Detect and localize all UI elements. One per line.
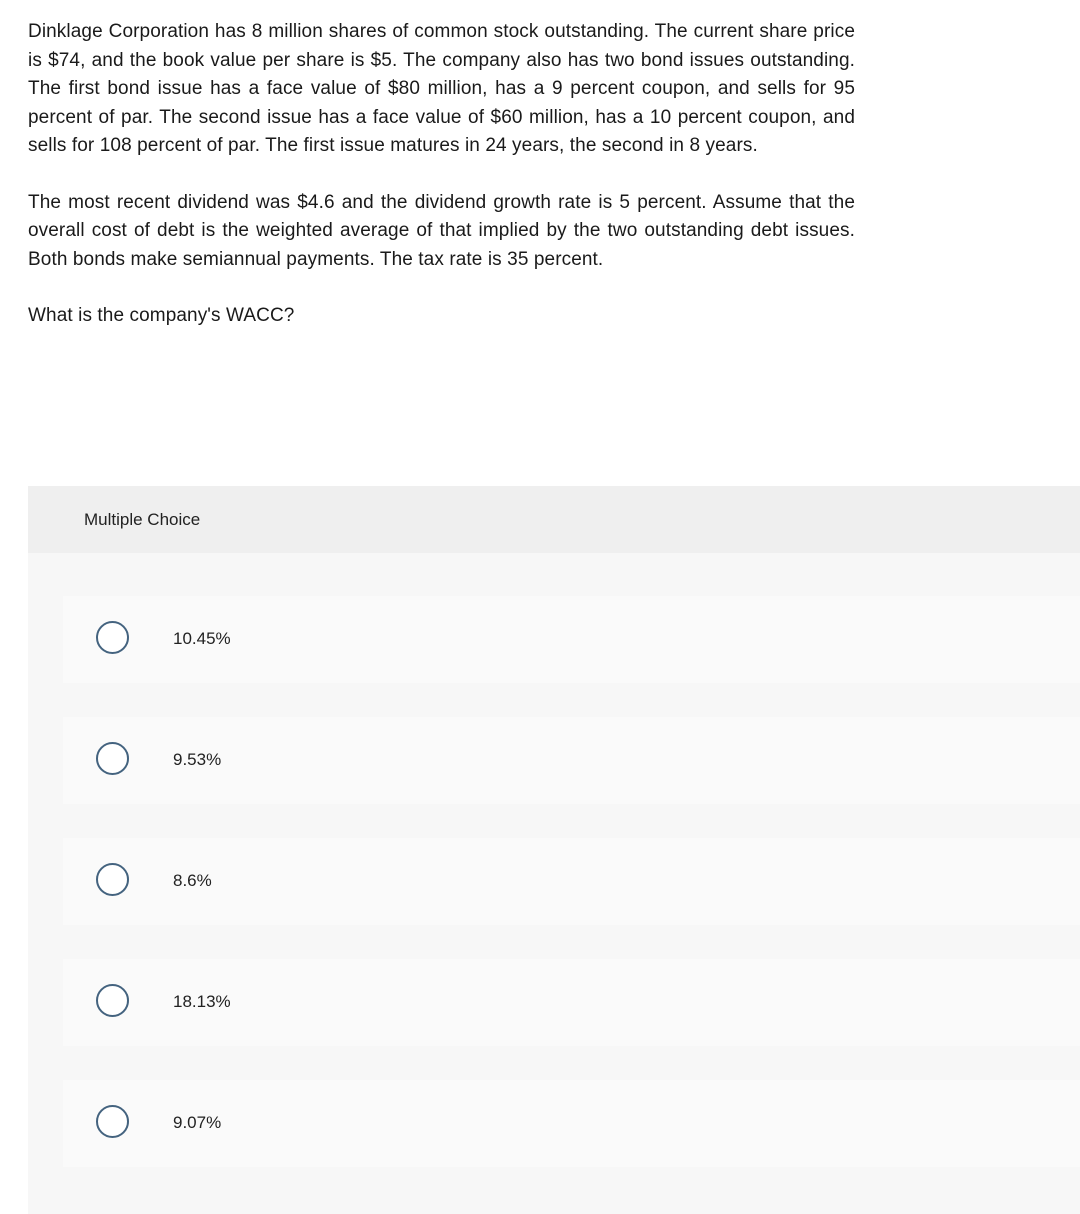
multiple-choice-header [28, 486, 1080, 553]
choice-label: 9.07% [173, 1113, 222, 1132]
choice-label: 9.53% [173, 750, 222, 769]
choice-option-4[interactable] [63, 959, 1080, 1046]
question-paragraph-1: Dinklage Corporation has 8 million shares of common stock outstanding. The current share price is $74, and the book value per share is $5. The company also has two bond issues outstanding. The first bond issue has a face value of $80 million, has a 9 percent coupon, and sells for 95 percent of par. The second issue has a face value of $60 million, has a 10 percent coupon, and sells for 108 percent of par. The first issue matures in 24 years, the second in 8 years. [28, 21, 855, 156]
radio-button-icon[interactable] [96, 863, 129, 896]
radio-button-icon[interactable] [96, 1105, 129, 1138]
choice-label: 10.45% [173, 629, 231, 648]
choice-option-3[interactable] [63, 838, 1080, 925]
radio-button-icon[interactable] [96, 742, 129, 775]
multiple-choice-panel [28, 486, 1080, 1214]
multiple-choice-title: Multiple Choice [84, 510, 201, 529]
question-text [28, 18, 855, 331]
choice-label: 8.6% [173, 871, 212, 890]
choice-label: 18.13% [173, 992, 231, 1011]
question-paragraph-2: The most recent dividend was $4.6 and the dividend growth rate is 5 percent. Assume that the overall cost of debt is the weighted average of that implied by the two outstanding debt issues. Both bonds make semiannual payments. The tax rate is 35 percent. [28, 191, 855, 270]
radio-button-icon[interactable] [96, 984, 129, 1017]
choice-option-2[interactable] [63, 717, 1080, 804]
question-prompt: What is the company's WACC? [28, 305, 295, 326]
choice-option-1[interactable] [63, 596, 1080, 683]
radio-button-icon[interactable] [96, 621, 129, 654]
choice-option-5[interactable] [63, 1080, 1080, 1167]
